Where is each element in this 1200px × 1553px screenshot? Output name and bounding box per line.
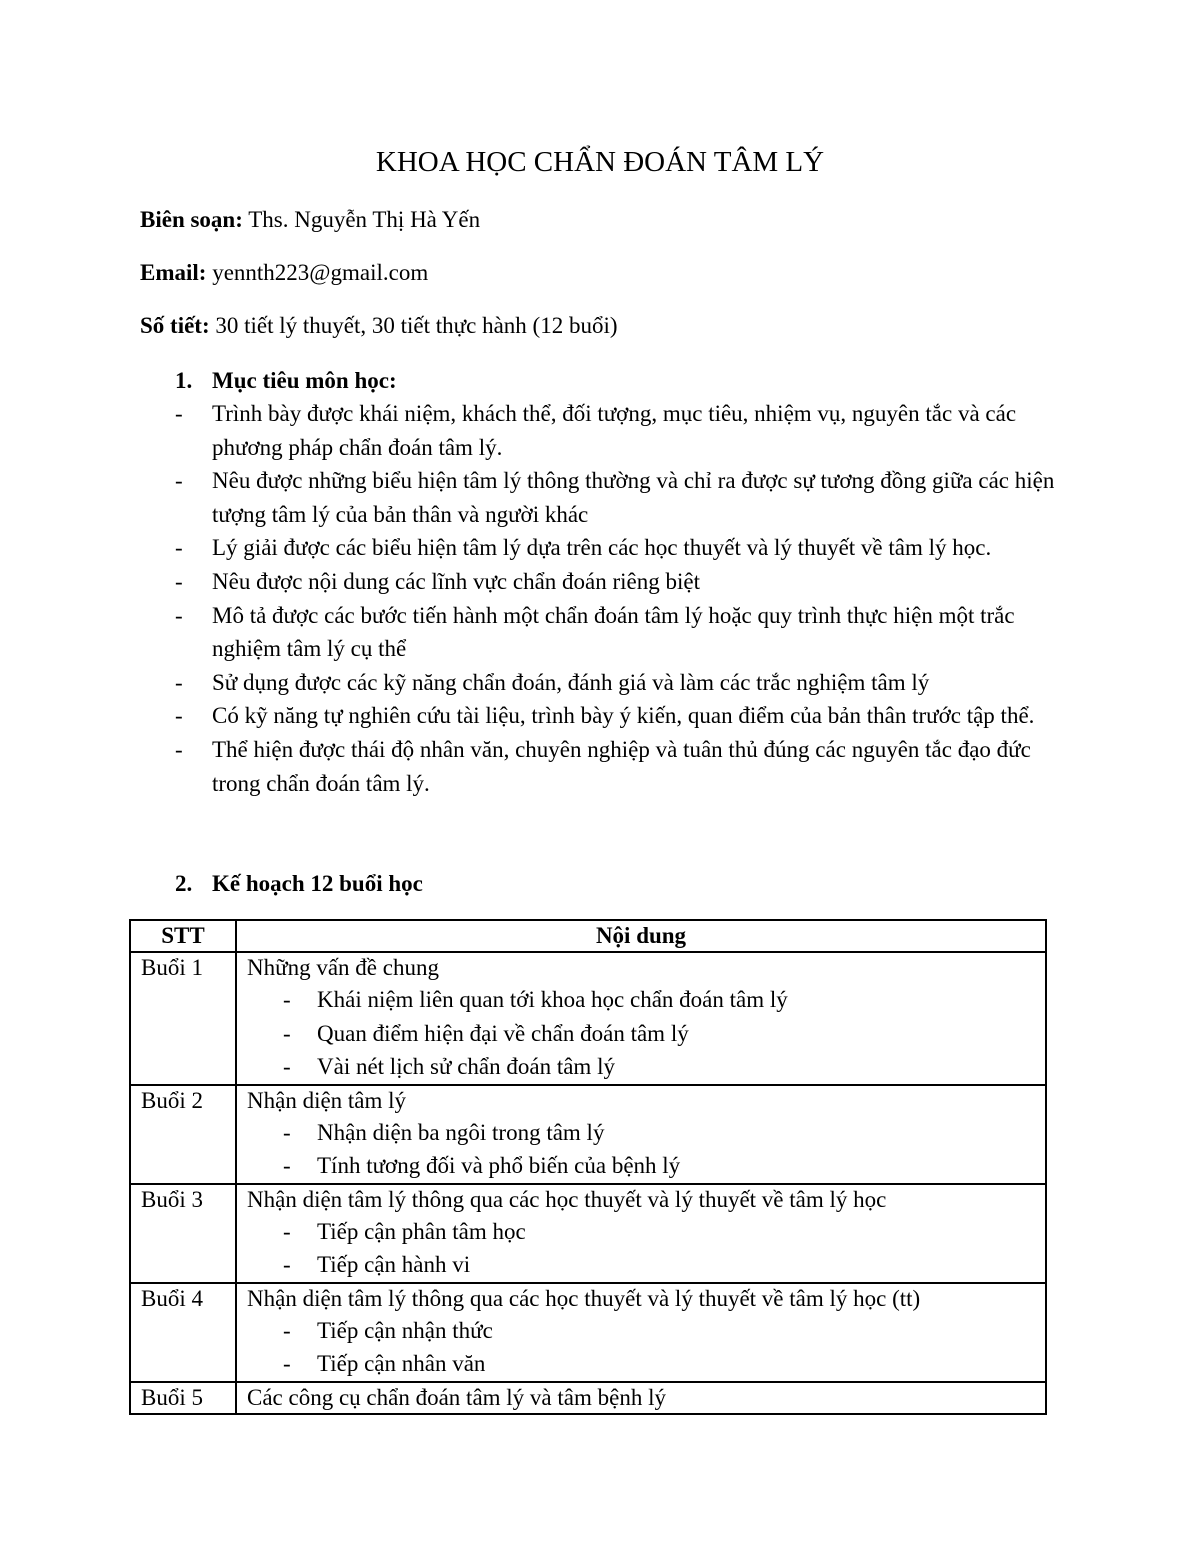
bullet-dash: - xyxy=(175,669,183,695)
topic-text: Tính tương đối và phổ biến của bệnh lý xyxy=(317,1153,681,1178)
topic-text: Tiếp cận phân tâm học xyxy=(317,1218,526,1244)
section-number: 1. xyxy=(175,368,193,393)
list-item xyxy=(175,397,1065,464)
bullet-dash: - xyxy=(175,602,183,628)
table-row xyxy=(130,1184,1046,1283)
list-item xyxy=(247,983,1045,1017)
topic-text: Tiếp cận nhân văn xyxy=(317,1351,486,1376)
header-content: Nội dung xyxy=(236,920,1046,952)
list-item-text: Có kỹ năng tự nghiên cứu tài liệu, trình bày ý kiến, quan điểm của bản thân trước tập thể. xyxy=(212,703,1035,729)
list-item xyxy=(247,1215,1045,1249)
email-value: yennth223@gmail.com xyxy=(212,260,429,285)
bullet-dash: - xyxy=(175,401,183,426)
bullet-dash: - xyxy=(175,468,183,494)
email-line xyxy=(140,258,428,288)
list-item-text: Thể hiện được thái độ nhân văn, chuyên nghiệp và tuân thủ đúng các nguyên tắc đạo đức trong chẩn đoán tâm lý. xyxy=(212,736,1031,796)
periods-label: Số tiết: xyxy=(140,313,210,338)
section-heading-plan xyxy=(175,868,423,900)
list-item xyxy=(175,733,1065,800)
session-title: Nhận diện tâm lý thông qua các học thuyết và lý thuyết về tâm lý học xyxy=(247,1186,887,1212)
bullet-dash: - xyxy=(283,987,291,1012)
list-item xyxy=(247,1347,1045,1381)
session-topics xyxy=(247,1116,1045,1183)
bullet-dash: - xyxy=(175,703,183,729)
list-item-text: Nêu được những biểu hiện tâm lý thông thường và chỉ ra được sự tương đồng giữa các hiện tượng tâm lý của bản thân và người khác xyxy=(212,468,1055,527)
section-title: Mục tiêu môn học: xyxy=(212,368,397,393)
list-item xyxy=(175,531,1065,565)
session-content xyxy=(236,1085,1046,1184)
list-item xyxy=(247,1149,1045,1183)
section-title: Kế hoạch 12 buổi học xyxy=(212,871,423,896)
list-item xyxy=(247,1050,1045,1084)
bullet-dash: - xyxy=(175,736,183,762)
list-item xyxy=(175,699,1065,733)
document-title: KHOA HỌC CHẨN ĐOÁN TÂM LÝ xyxy=(375,146,825,178)
session-plan-table xyxy=(129,919,1047,1415)
bullet-dash: - xyxy=(283,1119,291,1145)
list-item xyxy=(175,565,1065,599)
periods-line xyxy=(140,311,618,341)
table-row xyxy=(130,1382,1046,1414)
list-item-text: Mô tả được các bước tiến hành một chẩn đoán tâm lý hoặc quy trình thực hiện một trắc nghiệm tâm lý cụ thể xyxy=(212,602,1015,662)
author-line xyxy=(140,205,480,235)
list-item-text: Sử dụng được các kỹ năng chẩn đoán, đánh giá và làm các trắc nghiệm tâm lý xyxy=(212,669,930,695)
author-value: Ths. Nguyễn Thị Hà Yến xyxy=(248,207,481,232)
session-content xyxy=(236,1184,1046,1283)
session-title: Nhận diện tâm lý xyxy=(247,1087,407,1113)
table-header-row xyxy=(130,920,1046,952)
list-item-text: Lý giải được các biểu hiện tâm lý dựa trên các học thuyết và lý thuyết về tâm lý học. xyxy=(212,535,992,561)
list-item-text: Nêu được nội dung các lĩnh vực chẩn đoán riêng biệt xyxy=(212,568,700,594)
section-number: 2. xyxy=(175,871,193,896)
list-item xyxy=(175,464,1065,531)
topic-text: Vài nét lịch sử chẩn đoán tâm lý xyxy=(317,1054,615,1079)
session-topics xyxy=(247,1314,1045,1381)
bullet-dash: - xyxy=(283,1020,291,1046)
bullet-dash: - xyxy=(283,1054,291,1079)
session-title: Các công cụ chẩn đoán tâm lý và tâm bệnh lý xyxy=(247,1384,666,1410)
session-title: Những vấn đề chung xyxy=(247,955,439,980)
list-item xyxy=(247,1314,1045,1348)
topic-text: Tiếp cận hành vi xyxy=(317,1252,471,1277)
periods-value: 30 tiết lý thuyết, 30 tiết thực hành (12 buổi) xyxy=(215,313,618,338)
bullet-dash: - xyxy=(175,568,183,594)
bullet-dash: - xyxy=(283,1317,291,1343)
topic-text: Khái niệm liên quan tới khoa học chẩn đoán tâm lý xyxy=(317,987,788,1012)
author-label: Biên soạn: xyxy=(140,207,243,232)
session-topics xyxy=(247,983,1045,1084)
table-row xyxy=(130,952,1046,1085)
email-label: Email: xyxy=(140,260,207,285)
bullet-dash: - xyxy=(175,535,183,561)
session-content xyxy=(236,952,1046,1085)
session-number: Buổi 4 xyxy=(130,1283,236,1382)
list-item xyxy=(247,1116,1045,1150)
bullet-dash: - xyxy=(283,1351,291,1376)
session-content xyxy=(236,1283,1046,1382)
header-stt: STT xyxy=(130,920,236,952)
session-number: Buổi 3 xyxy=(130,1184,236,1283)
list-item xyxy=(247,1248,1045,1282)
bullet-dash: - xyxy=(283,1218,291,1244)
session-number: Buổi 2 xyxy=(130,1085,236,1184)
list-item xyxy=(175,599,1065,666)
session-title: Nhận diện tâm lý thông qua các học thuyết và lý thuyết về tâm lý học (tt) xyxy=(247,1285,921,1311)
list-item-text: Trình bày được khái niệm, khách thể, đối tượng, mục tiêu, nhiệm vụ, nguyên tắc và các phương pháp chẩn đoán tâm lý. xyxy=(212,401,1017,460)
session-content xyxy=(236,1382,1046,1414)
session-topics xyxy=(247,1215,1045,1282)
topic-text: Tiếp cận nhận thức xyxy=(317,1317,493,1343)
topic-text: Quan điểm hiện đại về chẩn đoán tâm lý xyxy=(317,1020,689,1046)
topic-text: Nhận diện ba ngôi trong tâm lý xyxy=(317,1119,605,1145)
list-item xyxy=(247,1017,1045,1051)
session-number: Buổi 5 xyxy=(130,1382,236,1414)
table-row xyxy=(130,1085,1046,1184)
bullet-dash: - xyxy=(283,1153,291,1178)
bullet-dash: - xyxy=(283,1252,291,1277)
objectives-list xyxy=(175,397,1065,800)
list-item xyxy=(175,666,1065,700)
section-heading-objectives xyxy=(175,365,397,397)
session-number: Buổi 1 xyxy=(130,952,236,1085)
table-row xyxy=(130,1283,1046,1382)
